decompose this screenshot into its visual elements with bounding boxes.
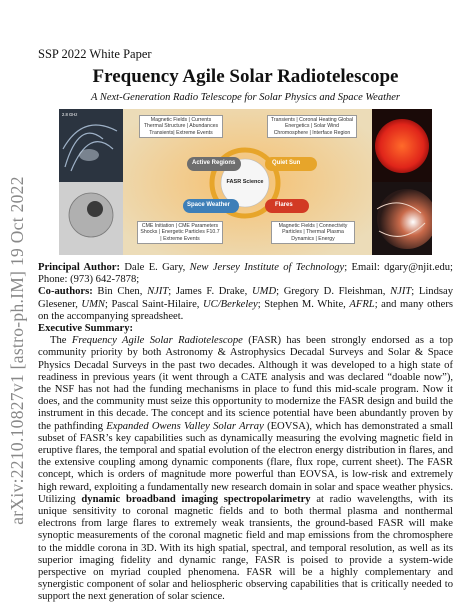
co-7: ; and many others on the accompanying spreadsheet. — [38, 298, 453, 322]
co-3-affil: NJIT — [390, 286, 412, 298]
summary-paragraph — [38, 335, 453, 603]
flares-label: Flares — [275, 202, 293, 208]
active-regions-box: Magnetic Fields | Currents Thermal Structure | Abundances Transients| Extreme Events — [139, 115, 223, 138]
summary-part-6: dynamic broadband imaging spectropolarimetry — [81, 493, 311, 505]
co-4-affil: UMN — [81, 298, 105, 310]
flares-box: Magnetic Fields | Connectivity Particles | Thermal Plasma Dynamics | Energy — [271, 221, 355, 244]
co-6: ; Stephen M. White, — [257, 298, 346, 310]
pi-label: Principal Author: — [38, 262, 121, 273]
quiet-sun-label: Quiet Sun — [272, 160, 301, 166]
panel-freq-label: 2.8 GHz — [62, 112, 78, 117]
red-sun-disk — [375, 119, 429, 173]
summary-part-7: at radio wavelengths, with its unique sensitivity to coronal magnetic fields and to both thermal plasma and nonthermal electrons from large flares to extremely weak transients, the ground-based FASR will make synoptic measurements of the coronal magnetic field and map emissions from the chromosphere to the middle corona in 3D. With its high spatial, spectral, and temporal resolution, as well as its superior imaging fidelity and dynamic range, FASR is poised to provide a system-wide perspective on myriad coupled phenomena. FASR will be a highly complementary and synergistic component of solar and heliospheric observing capabilities that is critically needed to support the next generation of solar science. — [38, 493, 454, 603]
summary-part-4: Expanded Owens Valley Solar Array — [106, 420, 264, 432]
co-1: Bin Chen, — [97, 286, 143, 298]
loop-glow — [79, 149, 99, 161]
arxiv-stamp — [6, 150, 28, 550]
authors-block — [38, 262, 453, 604]
space-weather-box: CME Initiation | CME Parameters Shocks | Energetic Particles F10.7 | Extreme Events — [137, 221, 223, 244]
science-figure — [59, 109, 432, 255]
pi-phone: Phone: (973) 642-7878; — [38, 274, 140, 286]
co-5-affil: UC/Berkeley — [202, 298, 258, 310]
paper-title: Frequency Agile Solar Radiotelescope — [92, 66, 399, 87]
fasr-science-label: FASR Science — [226, 179, 264, 185]
quiet-sun-box: Transients | Coronal Heating Global Energetics | Solar Wind Chromosphere | Interface Region — [267, 115, 357, 138]
co-authors — [38, 286, 453, 323]
pi-email: ; Email: dgary@njit.edu; — [344, 262, 454, 273]
co-1-affil: NJIT — [147, 286, 169, 298]
co-5: ; Pascal Saint-Hilaire, — [104, 298, 200, 310]
pi-affiliation: New Jersey Institute of Technology — [189, 262, 345, 273]
co-4: ; Lindsay Glesener, — [38, 286, 454, 310]
co-2-affil: UMD — [251, 286, 277, 298]
paper-page — [38, 46, 453, 604]
co-label: Co-authors: — [38, 286, 93, 298]
principal-author — [38, 262, 453, 286]
active-regions-label: Active Regions — [192, 160, 236, 166]
arxiv-id: arXiv:2210.10827v1 [astro-ph.IM] 19 Oct 2022 — [6, 175, 27, 525]
paper-subtitle: A Next-Generation Radio Telescope for Solar Physics and Space Weather — [90, 92, 401, 103]
summary-part-3: (FASR) has been strongly endorsed as a top community priority by both Astronomy & Astrophysics Decadal Surveys and Solar & Space Physics Decadal Surveys in the past two decades. Although it was developed to a high state of readiness in previous years (it went through a CATE analysis and was declared “doable now”), the NSF has not had the funding mechanisms in place to fund this mid-scale program. Now it does, and the community must seize this opportunity to modernize the FASR design and build the instrument in this decade. The concept and its science potential have been abundantly proven by the pathfinding — [38, 335, 453, 432]
radio-source — [87, 201, 103, 217]
summary-part-1: The — [50, 335, 67, 347]
summary-heading: Executive Summary: — [38, 323, 134, 335]
summary-part-2: Frequency Agile Solar Radiotelescope — [71, 335, 243, 347]
active-region-image — [59, 109, 123, 182]
co-6-affil: AFRL — [349, 298, 375, 310]
pi-name: Dale E. Gary, — [124, 262, 186, 273]
co-3: ; Gregory D. Fleishman, — [276, 286, 386, 298]
white-paper-tag: SSP 2022 White Paper — [38, 47, 152, 61]
summary-part-5: (EOVSA), which has demonstrated a small subset of FASR’s key capabilities such as dynamically measuring the evolving magnetic field in eruptive flares, the temporal and spatial evolution of the electron energy distribution in flares, and the extensive coupling among dynamic components (flare, flux rope, current sheet). The FASR concept, which is orders of magnitude more powerful than EOVSA, is low-risk and extremely high reward, exploiting a fundamentally new research domain in solar and space weather physics. Utilizing — [38, 420, 454, 505]
space-weather-label: Space Weather — [187, 202, 230, 208]
co-2: ; James F. Drake, — [168, 286, 248, 298]
